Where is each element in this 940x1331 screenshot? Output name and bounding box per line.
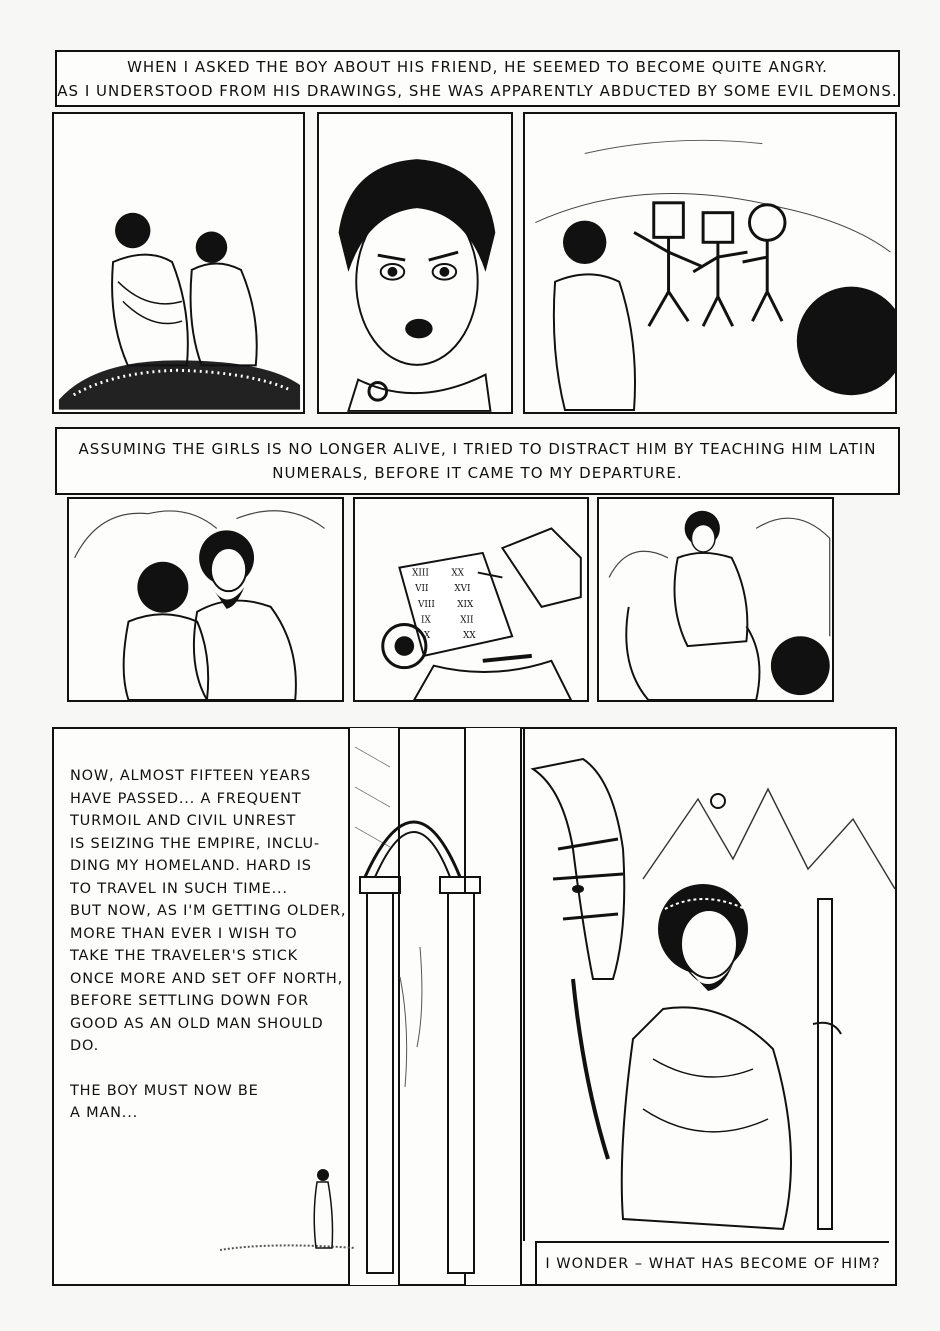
scroll-numeral: X <box>423 631 431 642</box>
illustration-demon-drawings <box>525 114 895 412</box>
panel-angry-boy-closeup <box>317 112 513 414</box>
scroll-numeral: IX <box>420 615 431 626</box>
narration-line: HAVE PASSED... A FREQUENT <box>70 790 302 807</box>
scroll-numeral: VII <box>415 584 429 595</box>
illustration-embrace <box>69 499 342 700</box>
narration-line: ONCE MORE AND SET OFF NORTH, <box>70 970 344 987</box>
narration-line: TO TRAVEL IN SUCH TIME... <box>70 880 288 897</box>
illustration-small-traveler <box>220 1160 360 1260</box>
illustration-riding-away <box>599 499 832 700</box>
panel-roman-numerals-scroll <box>353 497 589 702</box>
narration-line: BEFORE SETTLING DOWN FOR <box>70 993 309 1009</box>
illustration-arch-columns <box>345 727 525 1286</box>
narration-line: MORE THAN EVER I WISH TO <box>70 925 298 942</box>
caption-top-line-1: WHEN I ASKED THE BOY ABOUT HIS FRIEND, HE SEEMED TO BECOME QUITE ANGRY. <box>127 57 828 76</box>
narration-line: BUT NOW, AS I'M GETTING OLDER, <box>70 903 347 919</box>
caption-middle <box>55 427 900 495</box>
narration-closing-line: A MAN... <box>70 1105 139 1121</box>
panel-consoling-boy <box>67 497 344 702</box>
narration-closing-line: THE BOY MUST NOW BE <box>70 1082 259 1099</box>
caption-final: I WONDER – WHAT HAS BECOME OF HIM? <box>535 1241 889 1284</box>
narration-line: DO. <box>70 1038 99 1054</box>
scroll-numeral: XVI <box>454 584 471 595</box>
illustration-sitting-figures <box>54 114 303 412</box>
illustration-traveler-with-horse <box>523 729 895 1241</box>
scroll-numeral: XII <box>460 615 474 626</box>
narration-bottom <box>70 765 347 1125</box>
narration-line: GOOD AS AN OLD MAN SHOULD <box>70 1015 324 1032</box>
panel-cave-drawing-demons <box>523 112 897 414</box>
panel-boy-and-traveler-sitting <box>52 112 305 414</box>
narration-gap <box>70 1058 340 1080</box>
illustration-boy-face <box>319 114 511 412</box>
narration-line: NOW, ALMOST FIFTEEN YEARS <box>70 768 311 784</box>
narration-line: DING MY HOMELAND. HARD IS <box>70 858 312 874</box>
caption-middle-line-1: ASSUMING THE GIRLS IS NO LONGER ALIVE, I TRIED TO DISTRACT HIM BY TEACHING HIM LATIN <box>78 440 877 458</box>
caption-middle-line-2: NUMERALS, BEFORE IT CAME TO MY DEPARTURE. <box>272 464 683 482</box>
panel-departure-on-horse <box>597 497 834 702</box>
scroll-numeral: XIII <box>412 568 429 579</box>
caption-top <box>55 50 900 107</box>
narration-line: TAKE THE TRAVELER'S STICK <box>70 948 298 964</box>
illustration-numeral-scroll <box>355 499 587 700</box>
narration-line: TURMOIL AND CIVIL UNREST <box>70 813 297 829</box>
scroll-numeral: XIX <box>457 599 474 610</box>
scroll-numeral: VIII <box>418 599 435 610</box>
caption-top-line-2: AS I UNDERSTOOD FROM HIS DRAWINGS, SHE WAS APPARENTLY ABDUCTED BY SOME EVIL DEMONS. <box>57 81 898 100</box>
scroll-numeral: XX <box>451 568 464 579</box>
narration-line: IS SEIZING THE EMPIRE, INCLU- <box>70 835 320 852</box>
scroll-numeral: XX <box>463 631 476 642</box>
